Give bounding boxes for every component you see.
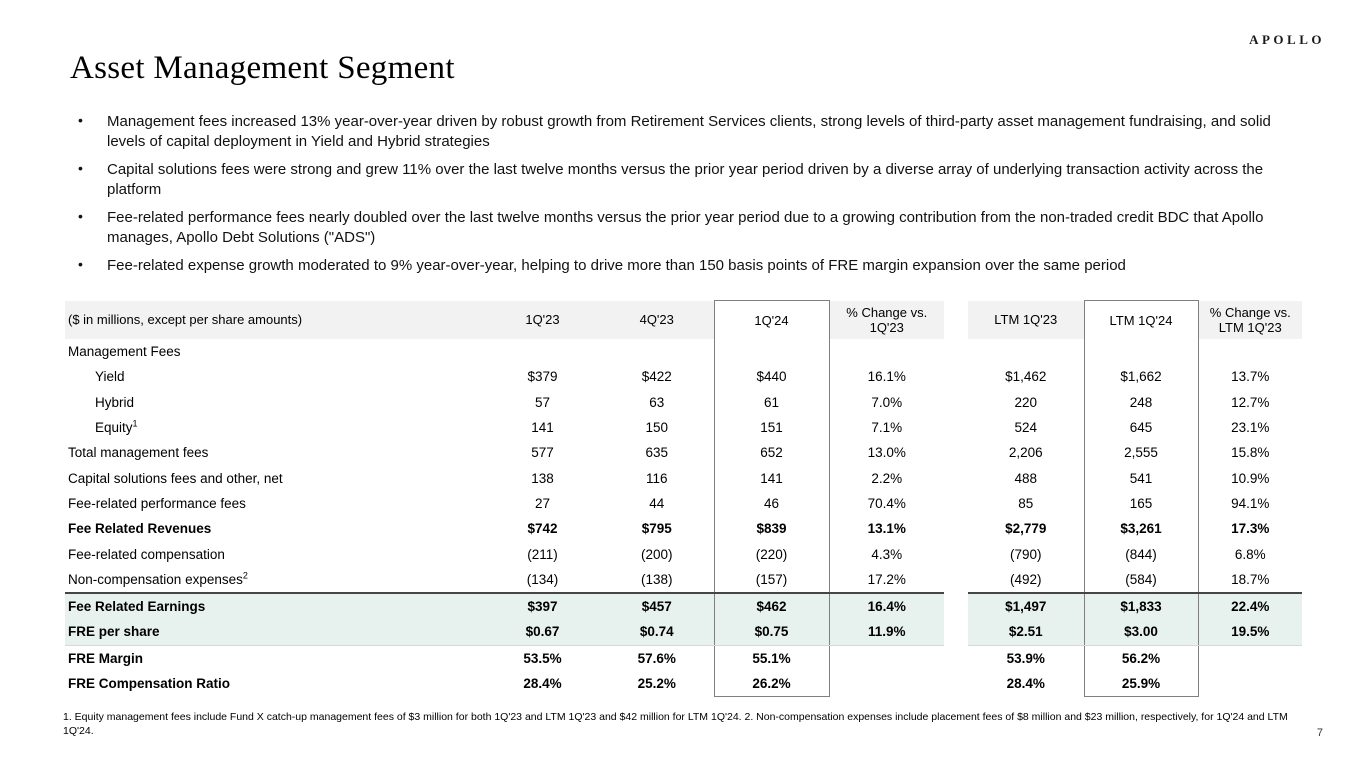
table-row (65, 390, 1302, 415)
cell: 57 (534, 394, 551, 410)
row-label: FRE Compensation Ratio (68, 676, 231, 692)
header-units-label: ($ in millions, except per share amounts) (65, 301, 485, 340)
header-change-vs-1q23: % Change vs. 1Q'23 (829, 301, 944, 340)
cell: 53.5% (523, 650, 562, 666)
cell: 19.5% (1198, 619, 1302, 645)
page-number: 7 (1316, 727, 1323, 739)
table-header-row (65, 301, 1302, 340)
cell (600, 339, 714, 364)
bullet-item: • Management fees increased 13% year-over-year driven by robust growth from Retirement Services clients, strong levels of third-party asset management fundraising, and solid levels of capital deployment in Yield and Hybrid strategies (70, 112, 1310, 151)
cell: 652 (714, 440, 829, 465)
cell: (492) (1009, 571, 1042, 587)
column-gap (944, 415, 968, 440)
apollo-logo: APOLLO (1249, 32, 1325, 47)
cell: 18.7% (1231, 571, 1270, 587)
cell: $1,497 (968, 593, 1084, 619)
cell: 15.8% (1231, 445, 1270, 461)
cell: (584) (1084, 567, 1198, 593)
table-row (65, 516, 1302, 541)
column-gap (944, 465, 968, 490)
cell: 28.4% (523, 676, 562, 692)
cell: 94.1% (1231, 495, 1270, 511)
cell (1198, 339, 1302, 364)
cell (829, 339, 944, 364)
cell: 17.2% (867, 571, 906, 587)
row-label: Non-compensation expenses (68, 571, 243, 587)
cell: 2.2% (871, 470, 903, 486)
column-gap (944, 619, 968, 645)
cell: 25.2% (637, 676, 676, 692)
row-label: FRE Margin (68, 650, 144, 666)
column-gap (944, 541, 968, 566)
header-ltm-1q24: LTM 1Q'24 (1084, 301, 1198, 340)
cell: (200) (640, 546, 673, 562)
table-row (65, 619, 1302, 645)
bullet-item: • Capital solutions fees were strong and grew 11% over the last twelve months versus the prior year period driven by a diverse array of underlying transaction activity across the platform (70, 160, 1310, 199)
cell: (157) (714, 567, 829, 593)
table-row (65, 593, 1302, 619)
cell (1198, 645, 1302, 671)
cell: 44 (649, 495, 665, 511)
cell: 635 (645, 445, 669, 461)
cell: $1,833 (1084, 593, 1198, 619)
cell: 488 (1014, 470, 1038, 486)
cell: $3,261 (1084, 516, 1198, 541)
cell: 61 (714, 390, 829, 415)
table-row (65, 339, 1302, 364)
cell: 141 (531, 420, 554, 436)
cell (485, 339, 600, 364)
header-1q24: 1Q'24 (714, 301, 829, 340)
table-row (65, 415, 1302, 440)
bullet-item: • Fee-related expense growth moderated to 9% year-over-year, helping to drive more than 150 basis points of FRE margin expansion over the same period (70, 256, 1310, 276)
cell: 10.9% (1231, 470, 1270, 486)
cell: (211) (527, 546, 558, 562)
header-4q23: 4Q'23 (600, 301, 714, 340)
row-label: Fee-related performance fees (68, 495, 246, 511)
cell: 577 (531, 445, 554, 461)
cell: 141 (714, 465, 829, 490)
cell: 46 (714, 491, 829, 516)
cell: $457 (600, 593, 714, 619)
cell: $379 (527, 369, 558, 385)
cell: 138 (531, 470, 554, 486)
cell: 11.9% (829, 619, 944, 645)
cell: 55.1% (714, 645, 829, 671)
cell: 2,555 (1084, 440, 1198, 465)
cell: $1,462 (1005, 369, 1047, 385)
cell: 17.3% (1231, 521, 1270, 537)
row-label: Total management fees (68, 445, 209, 461)
cell: 524 (1014, 420, 1038, 436)
cell: 85 (1018, 495, 1034, 511)
table-row (65, 541, 1302, 566)
footnote-ref: 1 (132, 418, 138, 429)
cell: (790) (1009, 546, 1042, 562)
cell (714, 339, 829, 364)
column-gap (944, 516, 968, 541)
cell: 53.9% (1006, 650, 1045, 666)
cell: $839 (714, 516, 829, 541)
cell: 541 (1084, 465, 1198, 490)
bullet-list (70, 112, 1310, 285)
cell: $0.74 (600, 619, 714, 645)
cell: $462 (714, 593, 829, 619)
row-label: FRE per share (68, 624, 160, 640)
cell: $3.00 (1084, 619, 1198, 645)
table-row (65, 671, 1302, 697)
table-body (65, 339, 1302, 697)
cell: 16.1% (867, 369, 906, 385)
cell (968, 339, 1084, 364)
cell: 16.4% (829, 593, 944, 619)
cell: 13.1% (867, 521, 906, 537)
cell: 7.0% (871, 394, 903, 410)
footnote: 1. Equity management fees include Fund X catch-up management fees of $3 million for both 1Q'23 and LTM 1Q'23 and $42 million for LTM 1Q'24. 2. Non-compensation expenses include placement fees of $8 million and $23 million, respectively, for 1Q'24 and LTM 1Q'24. (63, 711, 1288, 738)
cell: 150 (645, 420, 669, 436)
column-gap (944, 491, 968, 516)
cell: 151 (714, 415, 829, 440)
cell: 63 (649, 394, 665, 410)
row-label: Equity (95, 420, 133, 436)
row-label: Yield (95, 369, 125, 385)
column-gap (944, 440, 968, 465)
column-gap (944, 645, 968, 671)
cell: $422 (641, 369, 672, 385)
cell: 25.9% (1084, 671, 1198, 697)
cell: $742 (527, 521, 558, 537)
cell (829, 671, 944, 697)
header-change-vs-ltm-1q23: % Change vs. LTM 1Q'23 (1198, 301, 1302, 340)
row-label: Management Fees (68, 344, 181, 360)
cell (829, 645, 944, 671)
header-gap (944, 301, 968, 340)
cell: $397 (485, 593, 600, 619)
cell: 56.2% (1084, 645, 1198, 671)
cell: 22.4% (1198, 593, 1302, 619)
column-gap (944, 593, 968, 619)
cell: 23.1% (1231, 420, 1270, 436)
cell (1084, 339, 1198, 364)
column-gap (944, 671, 968, 697)
cell: (138) (640, 571, 673, 587)
row-label: Fee Related Revenues (68, 521, 212, 537)
column-gap (944, 390, 968, 415)
cell: 26.2% (714, 671, 829, 697)
footnote-ref: 2 (242, 570, 248, 581)
cell: $0.67 (485, 619, 600, 645)
cell: 12.7% (1231, 394, 1270, 410)
financial-table-wrap (65, 300, 1302, 697)
cell: 4.3% (871, 546, 903, 562)
cell: $440 (714, 364, 829, 389)
cell: 116 (645, 470, 668, 486)
cell: 28.4% (1006, 676, 1045, 692)
cell: (220) (714, 541, 829, 566)
row-label: Fee-related compensation (68, 546, 225, 562)
cell: $795 (641, 521, 672, 537)
cell: 220 (1014, 394, 1038, 410)
cell: 57.6% (637, 650, 676, 666)
page-title: Asset Management Segment (70, 50, 455, 86)
table-row (65, 491, 1302, 516)
cell: 27 (534, 495, 551, 511)
cell: $2,779 (1005, 521, 1047, 537)
cell: 645 (1084, 415, 1198, 440)
cell: $2.51 (968, 619, 1084, 645)
cell: 165 (1084, 491, 1198, 516)
bullet-item: • Fee-related performance fees nearly doubled over the last twelve months versus the prior year period due to a growing contribution from the non-traded credit BDC that Apollo manages, Apollo Debt Solutions ("ADS") (70, 208, 1310, 247)
row-label: Hybrid (95, 394, 135, 410)
column-gap (944, 339, 968, 364)
cell: 13.7% (1231, 369, 1270, 385)
header-1q23: 1Q'23 (485, 301, 600, 340)
column-gap (944, 567, 968, 593)
cell: 13.0% (867, 445, 906, 461)
financial-table (65, 300, 1302, 697)
row-label: Fee Related Earnings (68, 599, 206, 615)
column-gap (944, 364, 968, 389)
row-label: Capital solutions fees and other, net (68, 470, 283, 486)
cell: 70.4% (867, 495, 906, 511)
cell: $0.75 (714, 619, 829, 645)
cell: 7.1% (871, 420, 903, 436)
cell: (134) (526, 571, 559, 587)
header-ltm-1q23: LTM 1Q'23 (968, 301, 1084, 340)
table-row (65, 465, 1302, 490)
table-row (65, 567, 1302, 593)
table-row (65, 645, 1302, 671)
cell: 2,206 (1008, 445, 1043, 461)
cell: 6.8% (1234, 546, 1266, 562)
cell: (844) (1084, 541, 1198, 566)
table-row (65, 364, 1302, 389)
cell: 248 (1084, 390, 1198, 415)
cell (1198, 671, 1302, 697)
table-row (65, 440, 1302, 465)
cell: $1,662 (1084, 364, 1198, 389)
